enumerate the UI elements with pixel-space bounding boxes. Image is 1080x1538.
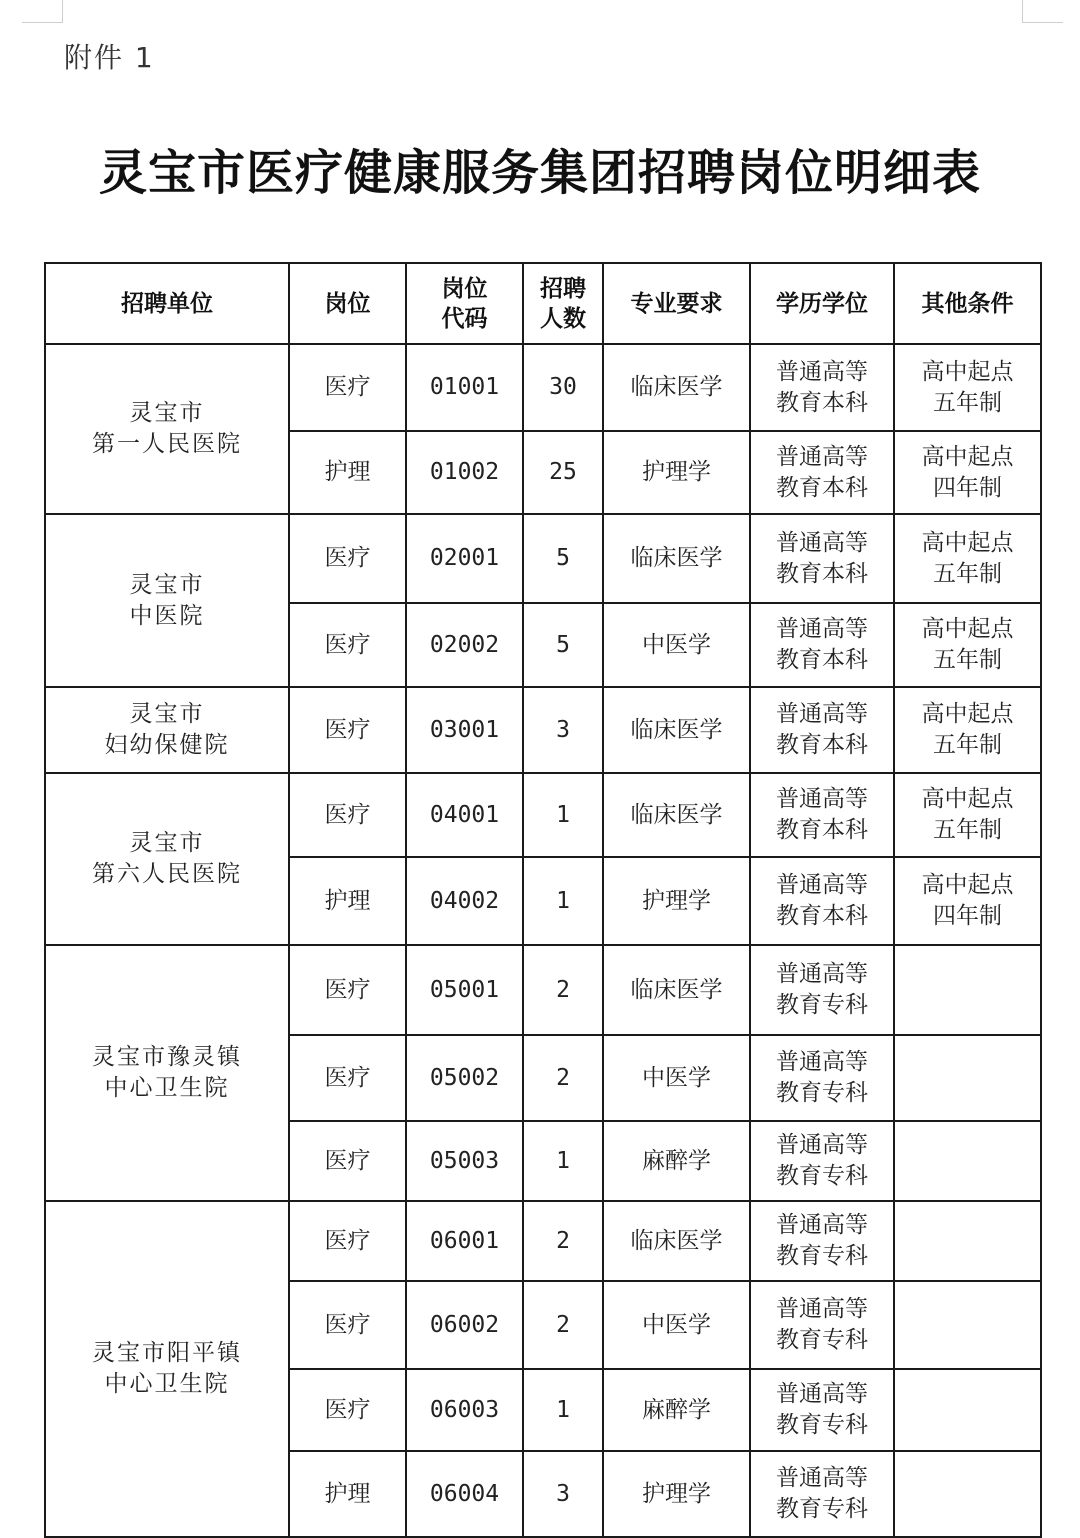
position-cell: 护理 bbox=[289, 857, 406, 945]
education-cell bbox=[750, 687, 894, 773]
other-line1: 高中起点 bbox=[921, 786, 1014, 812]
education-cell bbox=[750, 1451, 894, 1537]
major-cell: 中医学 bbox=[603, 1281, 750, 1369]
unit-line1: 灵宝市阳平镇 bbox=[92, 1340, 242, 1366]
education-cell bbox=[750, 603, 894, 687]
other-line1: 高中起点 bbox=[921, 443, 1014, 470]
education-cell bbox=[750, 431, 894, 514]
education-cell bbox=[750, 1121, 894, 1201]
table-row bbox=[45, 687, 1041, 773]
education-line2: 教育本科 bbox=[776, 560, 868, 587]
unit-cell bbox=[45, 514, 289, 687]
code-cell: 04001 bbox=[406, 773, 523, 857]
unit-line2: 中心卫生院 bbox=[104, 1075, 230, 1101]
code-cell: 01001 bbox=[406, 344, 523, 431]
unit-line2: 第六人民医院 bbox=[92, 861, 242, 887]
code-cell: 06003 bbox=[406, 1369, 523, 1451]
header-position: 岗位 bbox=[289, 263, 406, 344]
code-cell: 06002 bbox=[406, 1281, 523, 1369]
table-row bbox=[45, 1201, 1041, 1281]
position-cell: 医疗 bbox=[289, 1281, 406, 1369]
education-line2: 教育专科 bbox=[776, 1327, 868, 1353]
code-cell: 06001 bbox=[406, 1201, 523, 1281]
other-cell bbox=[894, 1369, 1041, 1451]
education-line2: 教育专科 bbox=[776, 1243, 868, 1269]
count-cell: 30 bbox=[523, 344, 603, 431]
count-cell: 2 bbox=[523, 945, 603, 1035]
count-cell: 2 bbox=[523, 1035, 603, 1121]
other-cell bbox=[894, 603, 1041, 687]
table-row bbox=[45, 514, 1041, 603]
other-line2: 四年制 bbox=[933, 474, 1002, 501]
table-row bbox=[45, 945, 1041, 1035]
other-cell bbox=[894, 344, 1041, 431]
count-cell: 5 bbox=[523, 603, 603, 687]
header-other: 其他条件 bbox=[894, 263, 1041, 344]
education-line2: 教育本科 bbox=[776, 647, 868, 673]
header-education: 学历学位 bbox=[750, 263, 894, 344]
page-corner-mark-left bbox=[22, 0, 63, 23]
count-cell: 2 bbox=[523, 1201, 603, 1281]
unit-cell bbox=[45, 344, 289, 514]
position-cell: 医疗 bbox=[289, 344, 406, 431]
header-code-line2: 代码 bbox=[441, 305, 488, 332]
header-unit: 招聘单位 bbox=[45, 263, 289, 344]
education-line1: 普通高等 bbox=[776, 1465, 868, 1491]
position-cell: 医疗 bbox=[289, 773, 406, 857]
education-line2: 教育本科 bbox=[776, 474, 868, 501]
major-cell: 临床医学 bbox=[603, 1201, 750, 1281]
other-line2: 四年制 bbox=[933, 903, 1002, 929]
count-cell: 1 bbox=[523, 857, 603, 945]
position-cell: 医疗 bbox=[289, 687, 406, 773]
unit-line1: 灵宝市 bbox=[129, 571, 205, 598]
header-major: 专业要求 bbox=[603, 263, 750, 344]
other-line2: 五年制 bbox=[933, 389, 1002, 416]
other-line2: 五年制 bbox=[933, 647, 1002, 673]
other-line2: 五年制 bbox=[933, 817, 1002, 843]
other-cell bbox=[894, 1281, 1041, 1369]
education-line2: 教育本科 bbox=[776, 903, 868, 929]
education-line2: 教育专科 bbox=[776, 1080, 868, 1106]
major-cell: 护理学 bbox=[603, 431, 750, 514]
education-cell bbox=[750, 1035, 894, 1121]
unit-line2: 妇幼保健院 bbox=[104, 732, 230, 758]
other-line1: 高中起点 bbox=[921, 529, 1014, 556]
education-line1: 普通高等 bbox=[776, 1049, 868, 1075]
other-line1: 高中起点 bbox=[921, 358, 1014, 385]
code-cell: 05003 bbox=[406, 1121, 523, 1201]
education-line2: 教育专科 bbox=[776, 1496, 868, 1522]
other-cell bbox=[894, 1201, 1041, 1281]
education-line1: 普通高等 bbox=[776, 701, 868, 727]
unit-cell bbox=[45, 687, 289, 773]
code-cell: 01002 bbox=[406, 431, 523, 514]
education-line1: 普通高等 bbox=[776, 443, 868, 470]
position-cell: 医疗 bbox=[289, 1369, 406, 1451]
other-cell bbox=[894, 431, 1041, 514]
education-line2: 教育专科 bbox=[776, 992, 868, 1018]
education-line1: 普通高等 bbox=[776, 961, 868, 987]
header-row bbox=[45, 263, 1041, 344]
education-line2: 教育专科 bbox=[776, 1412, 868, 1438]
header-count bbox=[523, 263, 603, 344]
position-cell: 护理 bbox=[289, 431, 406, 514]
count-cell: 3 bbox=[523, 687, 603, 773]
position-cell: 医疗 bbox=[289, 1201, 406, 1281]
document-title: 灵宝市医疗健康服务集团招聘岗位明细表 bbox=[98, 145, 981, 201]
major-cell: 麻醉学 bbox=[603, 1369, 750, 1451]
major-cell: 临床医学 bbox=[603, 945, 750, 1035]
major-cell: 临床医学 bbox=[603, 514, 750, 603]
unit-line1: 灵宝市 bbox=[129, 400, 205, 426]
count-cell: 2 bbox=[523, 1281, 603, 1369]
position-cell: 医疗 bbox=[289, 945, 406, 1035]
count-cell: 1 bbox=[523, 1369, 603, 1451]
code-cell: 06004 bbox=[406, 1451, 523, 1537]
education-line2: 教育本科 bbox=[776, 817, 868, 843]
major-cell: 麻醉学 bbox=[603, 1121, 750, 1201]
education-cell bbox=[750, 514, 894, 603]
other-line2: 五年制 bbox=[933, 560, 1002, 587]
education-line2: 教育本科 bbox=[776, 389, 868, 416]
education-line1: 普通高等 bbox=[776, 1132, 868, 1158]
code-cell: 03001 bbox=[406, 687, 523, 773]
position-cell: 医疗 bbox=[289, 1035, 406, 1121]
unit-line2: 中心卫生院 bbox=[104, 1371, 230, 1397]
education-line1: 普通高等 bbox=[776, 1296, 868, 1322]
education-line1: 普通高等 bbox=[776, 616, 868, 642]
major-cell: 护理学 bbox=[603, 857, 750, 945]
other-line2: 五年制 bbox=[933, 732, 1002, 758]
code-cell: 04002 bbox=[406, 857, 523, 945]
education-line2: 教育本科 bbox=[776, 732, 868, 758]
count-cell: 1 bbox=[523, 773, 603, 857]
position-cell: 护理 bbox=[289, 1451, 406, 1537]
education-line1: 普通高等 bbox=[776, 1381, 868, 1407]
other-line1: 高中起点 bbox=[921, 616, 1014, 642]
count-cell: 3 bbox=[523, 1451, 603, 1537]
header-count-line1: 招聘 bbox=[540, 275, 586, 302]
unit-line1: 灵宝市 bbox=[129, 701, 205, 727]
other-cell bbox=[894, 945, 1041, 1035]
count-cell: 25 bbox=[523, 431, 603, 514]
header-code bbox=[406, 263, 523, 344]
education-cell bbox=[750, 1369, 894, 1451]
table-row bbox=[45, 344, 1041, 431]
other-line1: 高中起点 bbox=[921, 872, 1014, 898]
unit-line2: 第一人民医院 bbox=[92, 431, 242, 457]
education-cell bbox=[750, 344, 894, 431]
unit-line1: 灵宝市豫灵镇 bbox=[92, 1044, 242, 1070]
code-cell: 02001 bbox=[406, 514, 523, 603]
education-line1: 普通高等 bbox=[776, 786, 868, 812]
unit-line1: 灵宝市 bbox=[129, 830, 205, 856]
position-cell: 医疗 bbox=[289, 1121, 406, 1201]
education-cell bbox=[750, 945, 894, 1035]
unit-cell bbox=[45, 945, 289, 1201]
other-line1: 高中起点 bbox=[921, 701, 1014, 727]
other-cell bbox=[894, 514, 1041, 603]
major-cell: 临床医学 bbox=[603, 344, 750, 431]
other-cell bbox=[894, 1035, 1041, 1121]
other-cell bbox=[894, 773, 1041, 857]
attachment-label: 附件 1 bbox=[64, 41, 155, 74]
education-line1: 普通高等 bbox=[776, 1212, 868, 1238]
other-cell bbox=[894, 1121, 1041, 1201]
count-cell: 1 bbox=[523, 1121, 603, 1201]
unit-cell bbox=[45, 1201, 289, 1537]
header-count-line2: 人数 bbox=[540, 305, 586, 332]
count-cell: 5 bbox=[523, 514, 603, 603]
recruitment-table bbox=[44, 262, 1042, 1538]
code-cell: 05001 bbox=[406, 945, 523, 1035]
other-cell bbox=[894, 857, 1041, 945]
code-cell: 02002 bbox=[406, 603, 523, 687]
unit-line2: 中医院 bbox=[129, 602, 205, 629]
major-cell: 中医学 bbox=[603, 1035, 750, 1121]
education-cell bbox=[750, 1281, 894, 1369]
major-cell: 中医学 bbox=[603, 603, 750, 687]
major-cell: 临床医学 bbox=[603, 773, 750, 857]
education-line1: 普通高等 bbox=[776, 872, 868, 898]
table-row bbox=[45, 773, 1041, 857]
education-line2: 教育专科 bbox=[776, 1163, 868, 1189]
unit-cell bbox=[45, 773, 289, 945]
header-code-line1: 岗位 bbox=[441, 275, 488, 302]
education-cell bbox=[750, 773, 894, 857]
education-line1: 普通高等 bbox=[776, 529, 868, 556]
position-cell: 医疗 bbox=[289, 514, 406, 603]
code-cell: 05002 bbox=[406, 1035, 523, 1121]
position-cell: 医疗 bbox=[289, 603, 406, 687]
education-cell bbox=[750, 1201, 894, 1281]
other-cell bbox=[894, 687, 1041, 773]
education-cell bbox=[750, 857, 894, 945]
page-corner-mark-right bbox=[1022, 0, 1063, 23]
education-line1: 普通高等 bbox=[776, 358, 868, 385]
other-cell bbox=[894, 1451, 1041, 1537]
major-cell: 护理学 bbox=[603, 1451, 750, 1537]
major-cell: 临床医学 bbox=[603, 687, 750, 773]
